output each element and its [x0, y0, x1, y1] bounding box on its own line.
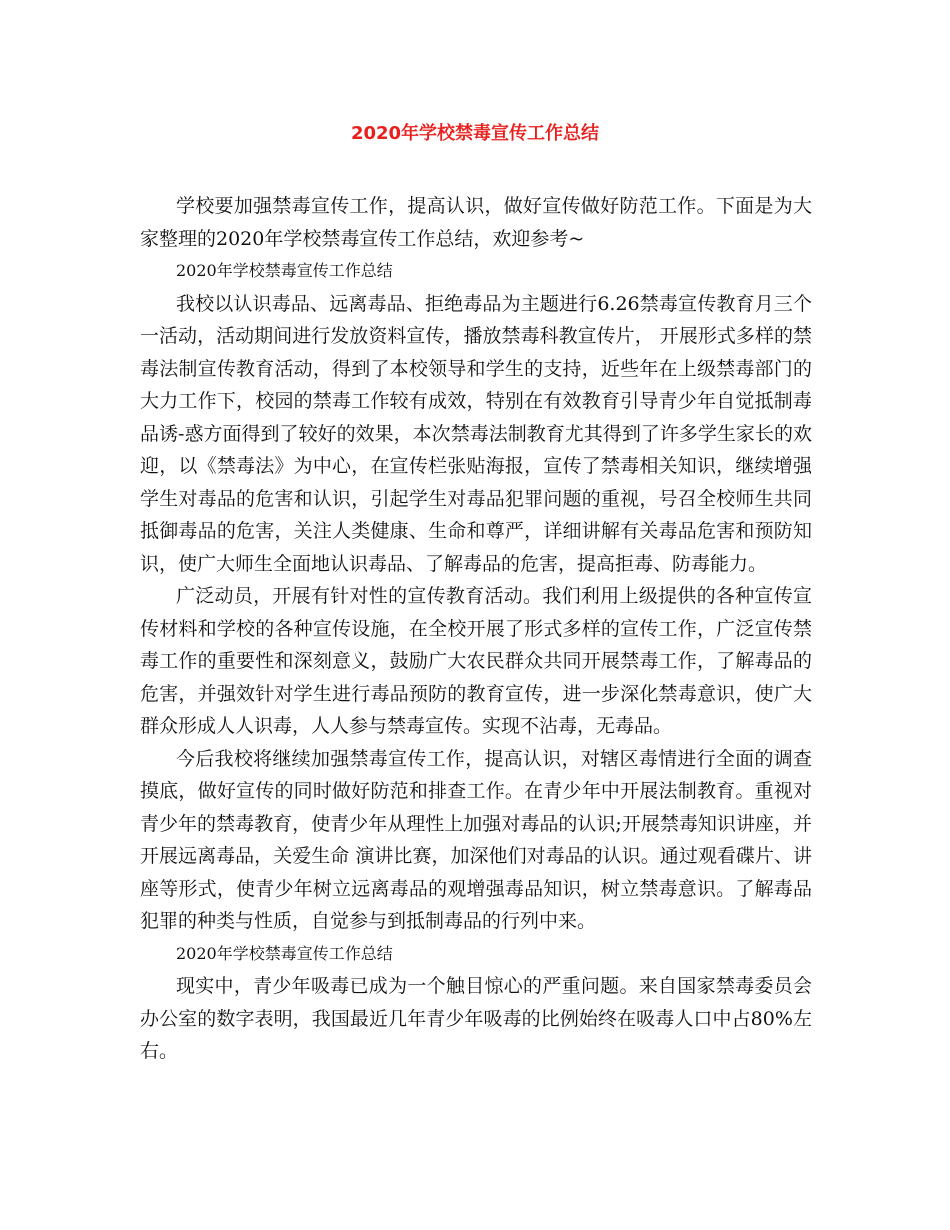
body-paragraph: 广泛动员，开展有针对性的宣传教育活动。我们利用上级提供的各种宣传宣传材料和学校的各种宣传设施，在全校开展了形式多样的宣传工作，广泛宣传禁毒工作的重要性和深刻意义，鼓励广大农民群众共同开展禁毒工作，了解毒品的危害，并强效针对学生进行毒品预防的教育宣传，进一步深化禁毒意识，使广大群众形成人人识毒，人人参与禁毒宣传。实现不沾毒，无毒品。 [140, 585, 812, 737]
section-heading: 2020年学校禁毒宣传工作总结 [176, 943, 393, 963]
body-paragraph: 我校以认识毒品、远离毒品、拒绝毒品为主题进行6.26禁毒宣传教育月三个一活动，活动期间进行发放资料宣传，播放禁毒科教宣传片， 开展形式多样的禁毒法制宣传教育活动，得到了本校领导和学生的支持，近些年在上级禁毒部门的大力工作下，校园的禁毒工作较有成效，特别在有效教育引导青少年自觉抵制毒品诱-惑方面得到了较好的效果，本次禁毒法制教育尤其得到了许多学生家长的欢迎，以《禁毒法》为中心，在宣传栏张贴海报，宣传了禁毒相关知识，继续增强学生对毒品的危害和认识，引起学生对毒品犯罪问题的重视，号召全校师生共同抵御毒品的危害，关注人类健康、生命和尊严，详细讲解有关毒品危害和预防知识，使广大师生全面地认识毒品、了解毒品的危害，提高拒毒、防毒能力。 [140, 292, 812, 575]
body-paragraph: 今后我校将继续加强禁毒宣传工作，提高认识，对辖区毒情进行全面的调查摸底，做好宣传的同时做好防范和排查工作。在青少年中开展法制教育。重视对青少年的禁毒教育，使青少年从理性上加强对毒品的认识;开展禁毒知识讲座，并开展远离毒品，关爱生命 演讲比赛，加深他们对毒品的认识。通过观看碟片、讲座等形式，使青少年树立远离毒品的观增强毒品知识，树立禁毒意识。了解毒品犯罪的种类与性质，自觉参与到抵制毒品的行列中来。 [140, 747, 812, 932]
body-paragraph: 现实中，青少年吸毒已成为一个触目惊心的严重问题。来自国家禁毒委员会办公室的数字表明，我国最近几年青少年吸毒的比例始终在吸毒人口中占80%左右。 [140, 975, 812, 1062]
section-heading: 2020年学校禁毒宣传工作总结 [176, 261, 393, 280]
document-body [140, 190, 812, 1068]
intro-paragraph: 学校要加强禁毒宣传工作，提高认识，做好宣传做好防范工作。下面是为大家整理的2020年学校禁毒宣传工作总结，欢迎参考~ [140, 195, 812, 250]
document-title: 2020年学校禁毒宣传工作总结 [350, 123, 600, 144]
